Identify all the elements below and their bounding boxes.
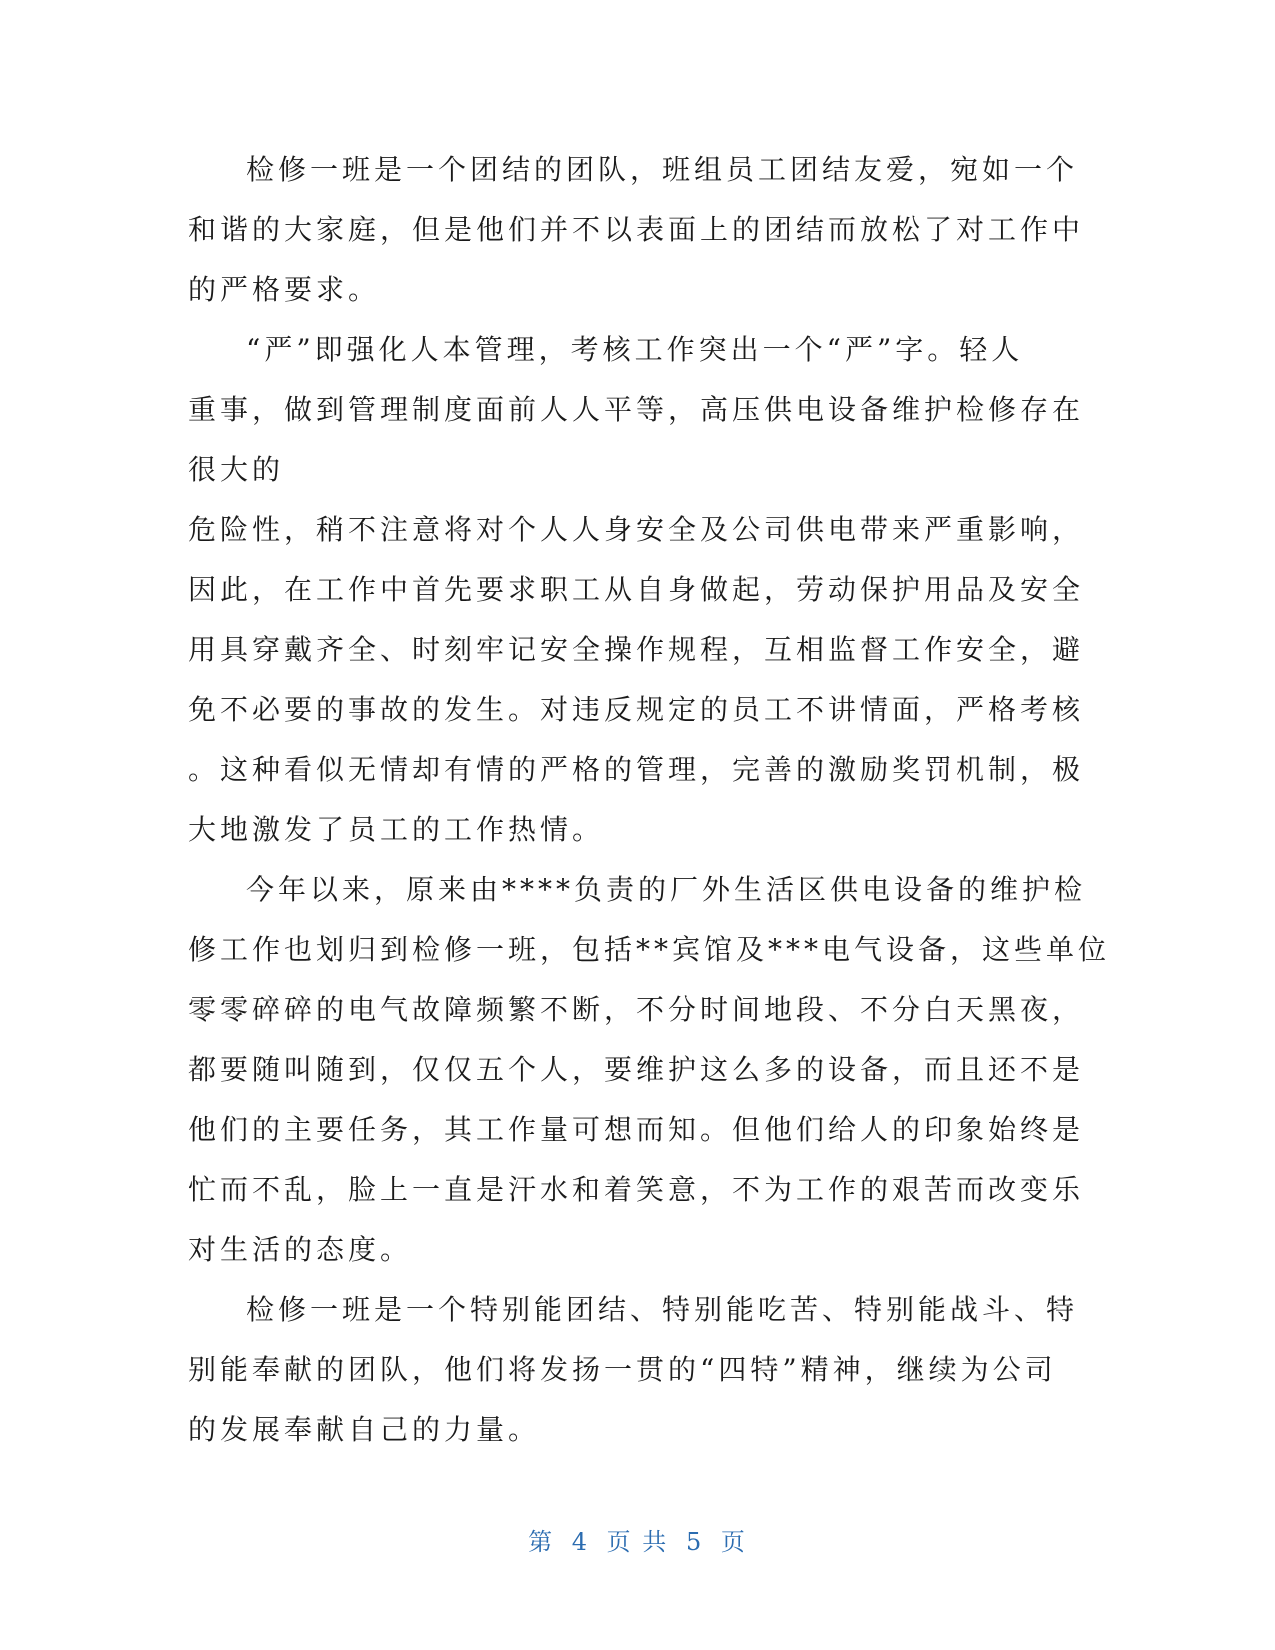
footer-prefix: 第 xyxy=(528,1528,555,1556)
paragraph-line: 别能奉献的团队，他们将发扬一贯的“四特”精神，继续为公司 xyxy=(188,1353,1057,1386)
paragraph-line: 的严格要求。 xyxy=(188,273,381,306)
paragraph-line: 重事，做到管理制度面前人人平等，高压供电设备维护检修存在 xyxy=(188,393,1085,426)
total-page-count: 5 xyxy=(685,1528,704,1556)
paragraph-line: 危险性，稍不注意将对个人人身安全及公司供电带来严重影响， xyxy=(188,513,1085,546)
paragraph-line: 因此，在工作中首先要求职工从自身做起，劳动保护用品及安全 xyxy=(188,573,1085,606)
paragraph-line: 忙而不乱，脸上一直是汗水和着笑意，不为工作的艰苦而改变乐 xyxy=(188,1173,1085,1206)
paragraph-line: 检修一班是一个特别能团结、特别能吃苦、特别能战斗、特 xyxy=(246,1293,1079,1326)
page-number-footer xyxy=(0,1522,1275,1557)
current-page-number: 4 xyxy=(571,1528,590,1556)
paragraph-line: 他们的主要任务，其工作量可想而知。但他们给人的印象始终是 xyxy=(188,1113,1085,1146)
paragraph-line: 检修一班是一个团结的团队，班组员工团结友爱，宛如一个 xyxy=(246,153,1079,186)
paragraph-line: 和谐的大家庭，但是他们并不以表面上的团结而放松了对工作中 xyxy=(188,213,1085,246)
paragraph-line: 。这种看似无情却有情的严格的管理，完善的激励奖罚机制，极 xyxy=(188,753,1085,786)
paragraph-line: 大地激发了员工的工作热情。 xyxy=(188,813,605,846)
paragraph-line: 用具穿戴齐全、时刻牢记安全操作规程，互相监督工作安全，避 xyxy=(188,633,1085,666)
paragraph-line: 今年以来，原来由****负责的厂外生活区供电设备的维护检 xyxy=(246,873,1087,906)
paragraph-line: 对生活的态度。 xyxy=(188,1233,413,1266)
paragraph-line: 零零碎碎的电气故障频繁不断，不分时间地段、不分白天黑夜， xyxy=(188,993,1085,1026)
document-body xyxy=(188,140,1111,1460)
footer-middle: 页 共 xyxy=(606,1528,669,1556)
paragraph-line: “严”即强化人本管理，考核工作突出一个“严”字。轻人 xyxy=(246,333,1024,366)
paragraph-line: 很大的 xyxy=(188,453,285,486)
paragraph-line: 的发展奉献自己的力量。 xyxy=(188,1413,541,1446)
paragraph-line: 修工作也划归到检修一班，包括**宾馆及***电气设备，这些单位 xyxy=(188,933,1111,966)
paragraph-line: 免不必要的事故的发生。对违反规定的员工不讲情面，严格考核 xyxy=(188,693,1085,726)
paragraph-line: 都要随叫随到，仅仅五个人，要维护这么多的设备，而且还不是 xyxy=(188,1053,1085,1086)
footer-suffix: 页 xyxy=(720,1528,747,1556)
